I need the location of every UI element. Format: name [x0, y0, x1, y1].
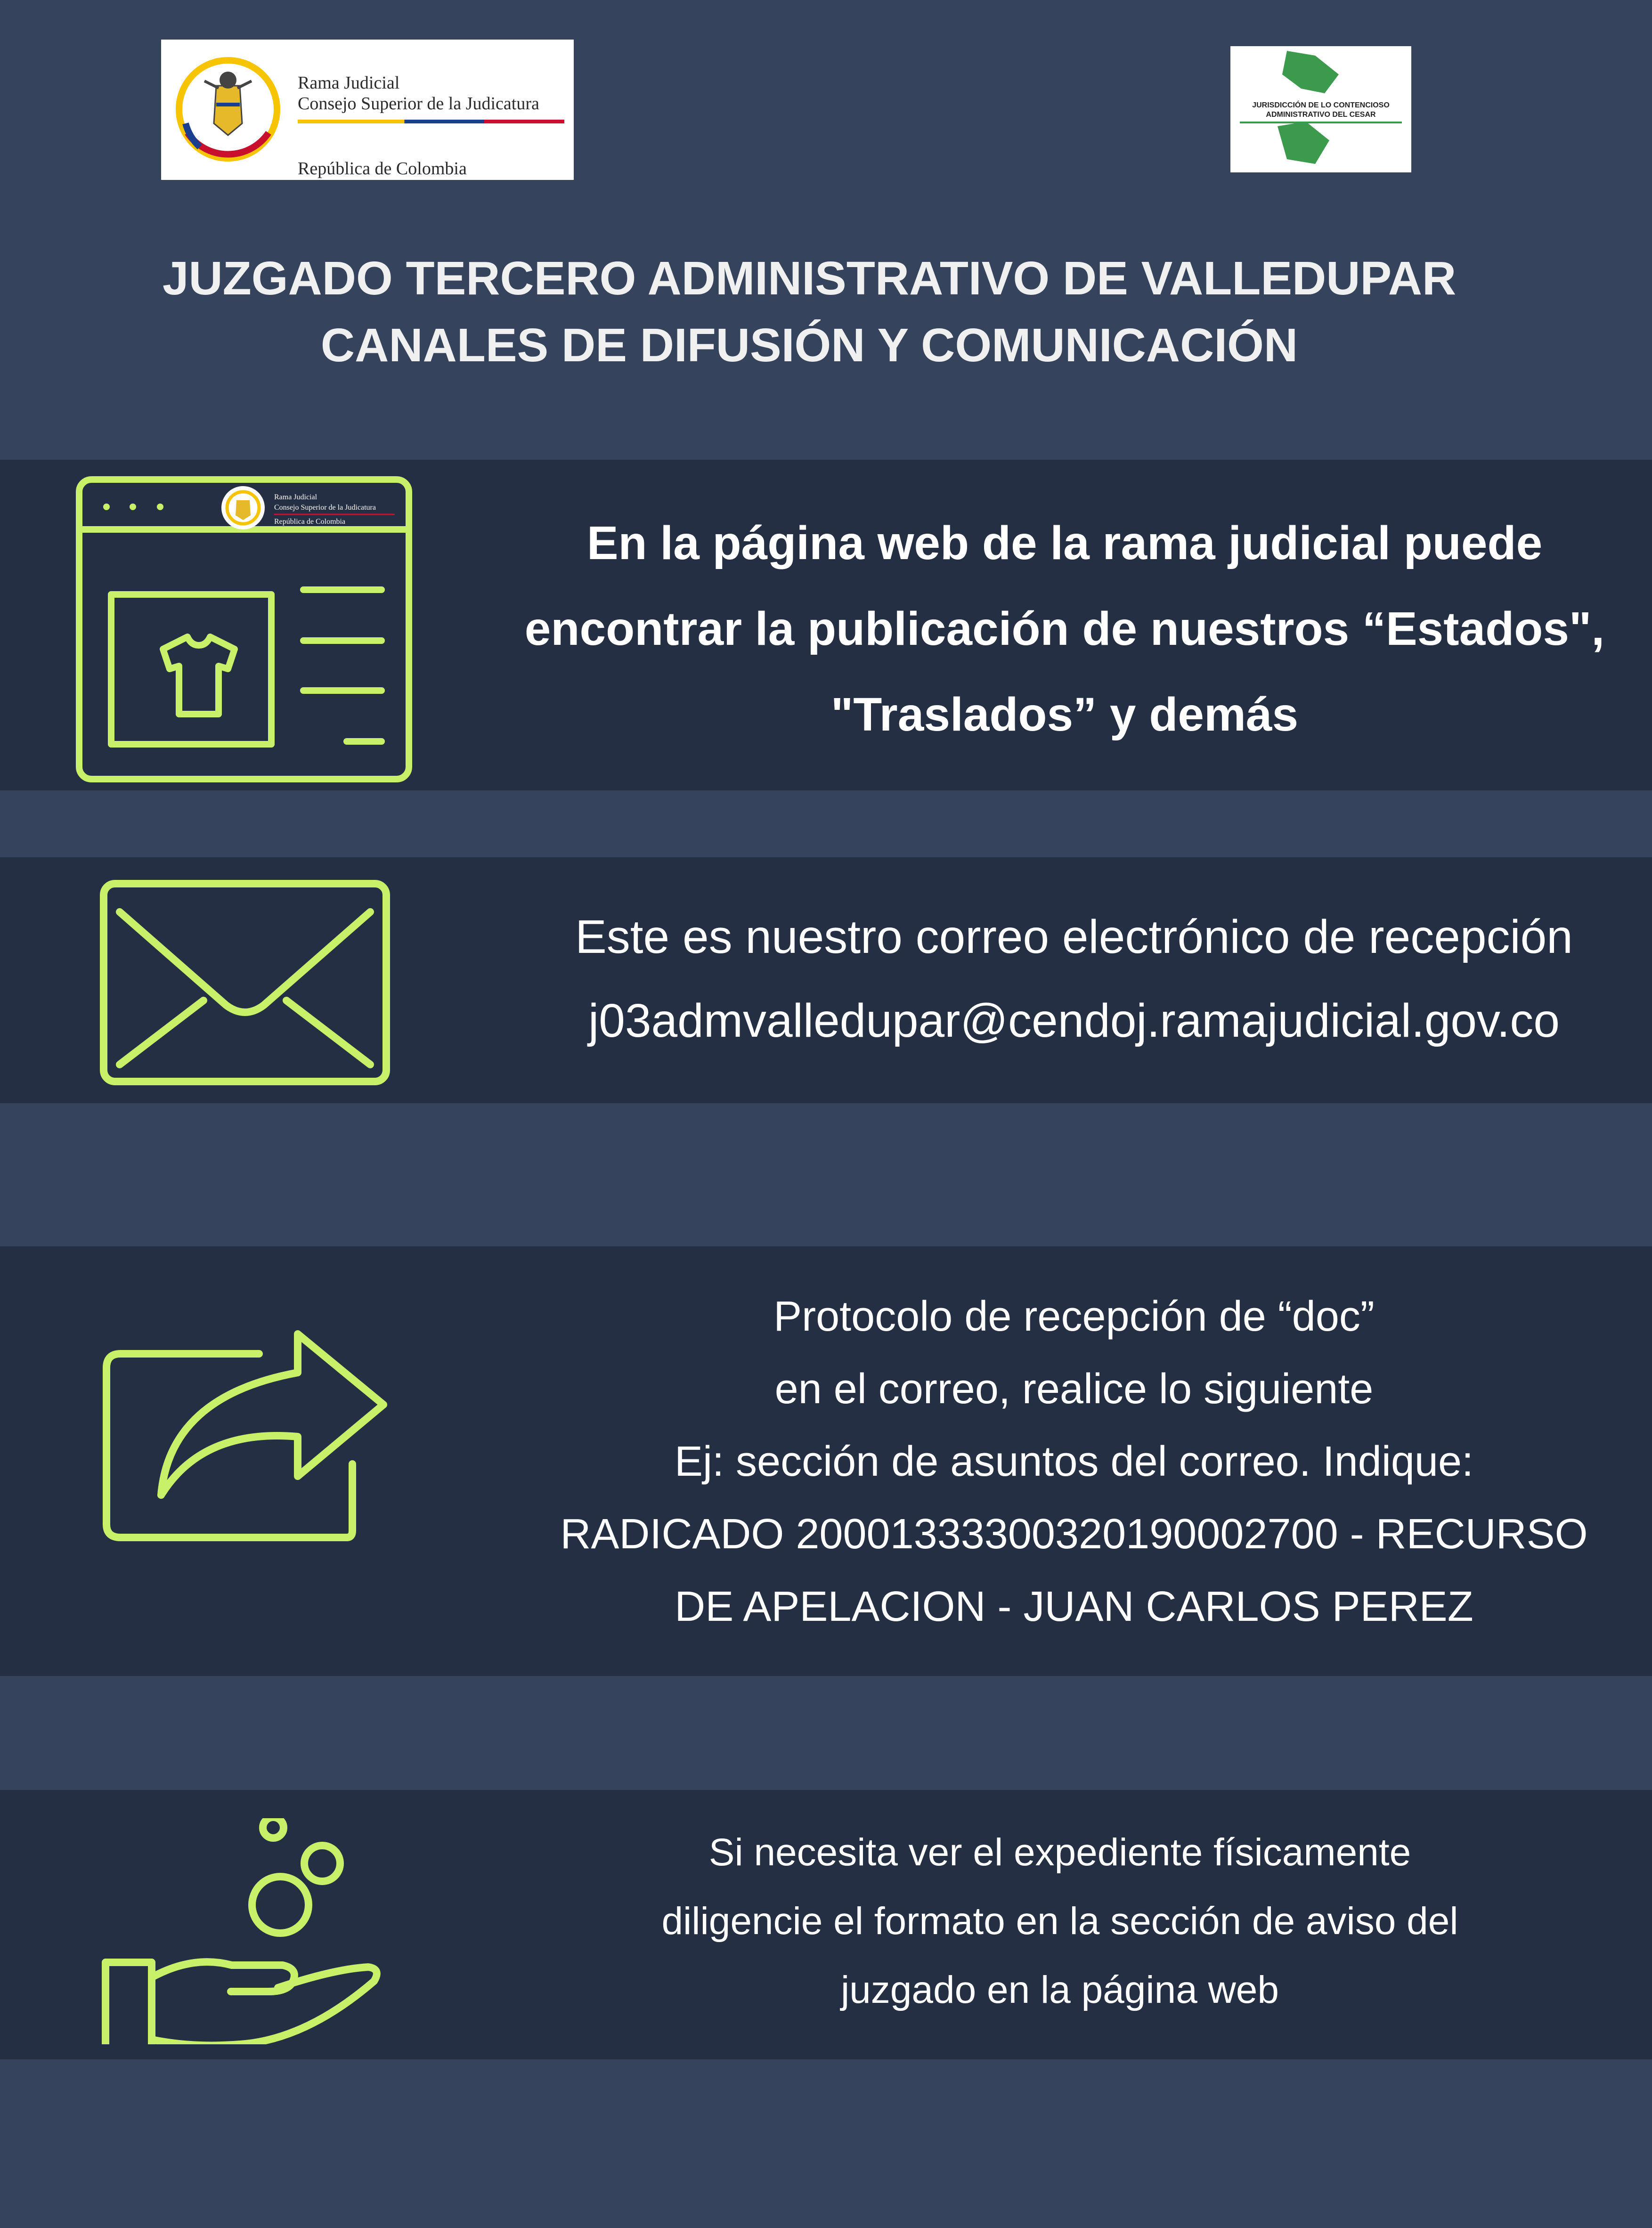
protocol-line-3: Ej: sección de asuntos del correo. Indique: — [674, 1438, 1474, 1485]
protocol-line-4: RADICADO 20001333300320190002700 - RECURSO — [560, 1511, 1588, 1558]
flag-stripe — [298, 120, 564, 123]
protocol-line-5: DE APELACION - JUAN CARLOS PEREZ — [675, 1583, 1473, 1630]
email-line-1: Este es nuestro correo electrónico de recepción — [575, 911, 1573, 963]
email-address[interactable]: j03admvalledupar@cendoj.ramajudicial.gov.co — [588, 994, 1560, 1047]
protocol-line-1: Protocolo de recepción de “doc” — [773, 1293, 1375, 1340]
protocol-line-2: en el correo, realice lo siguiente — [774, 1366, 1374, 1413]
protocol-text — [509, 1280, 1639, 1643]
jurisdiccion-cesar-logo — [1230, 46, 1411, 172]
icon-text-line-1: Rama Judicial — [274, 493, 317, 501]
physical-line-2: diligencie el formato en la sección de aviso del — [661, 1900, 1458, 1943]
web-page-icon — [75, 469, 415, 794]
logo-line-1: Rama Judicial — [298, 73, 400, 93]
website-line-1: En la página web de la rama judicial puede — [586, 517, 1543, 569]
cesar-logo-line-2: ADMINISTRATIVO DEL CESAR — [1266, 111, 1376, 119]
title-line-1: JUZGADO TERCERO ADMINISTRATIVO DE VALLEDUPAR — [162, 252, 1457, 305]
physical-line-1: Si necesita ver el expediente físicamente — [708, 1831, 1411, 1874]
rama-judicial-logo — [161, 40, 574, 180]
title-line-2: CANALES DE DIFUSIÓN Y COMUNICACIÓN — [320, 319, 1298, 372]
physical-line-3: juzgado en la página web — [840, 1968, 1279, 2011]
colombia-seal-icon — [171, 53, 285, 166]
page-title — [0, 245, 1619, 379]
share-arrow-icon — [99, 1322, 391, 1548]
logo-text — [298, 73, 539, 179]
icon-text-line-2: Consejo Superior de la Judicatura — [274, 504, 376, 512]
physical-file-text — [556, 1818, 1564, 2025]
website-line-2: encontrar la publicación de nuestros “Estados", — [524, 602, 1605, 655]
website-text — [499, 500, 1630, 757]
cesar-logo-line-1: JURISDICCIÓN DE LO CONTENCIOSO — [1252, 101, 1390, 109]
hand-coins-icon — [99, 1818, 391, 2044]
email-text — [509, 895, 1639, 1063]
website-line-3: "Traslados” y demás — [830, 688, 1299, 741]
envelope-icon — [99, 879, 391, 1086]
icon-text-line-3: República de Colombia — [274, 518, 346, 526]
logo-line-3: República de Colombia — [298, 159, 467, 179]
logo-line-2: Consejo Superior de la Judicatura — [298, 94, 539, 114]
cesar-map-icon — [1230, 46, 1411, 172]
